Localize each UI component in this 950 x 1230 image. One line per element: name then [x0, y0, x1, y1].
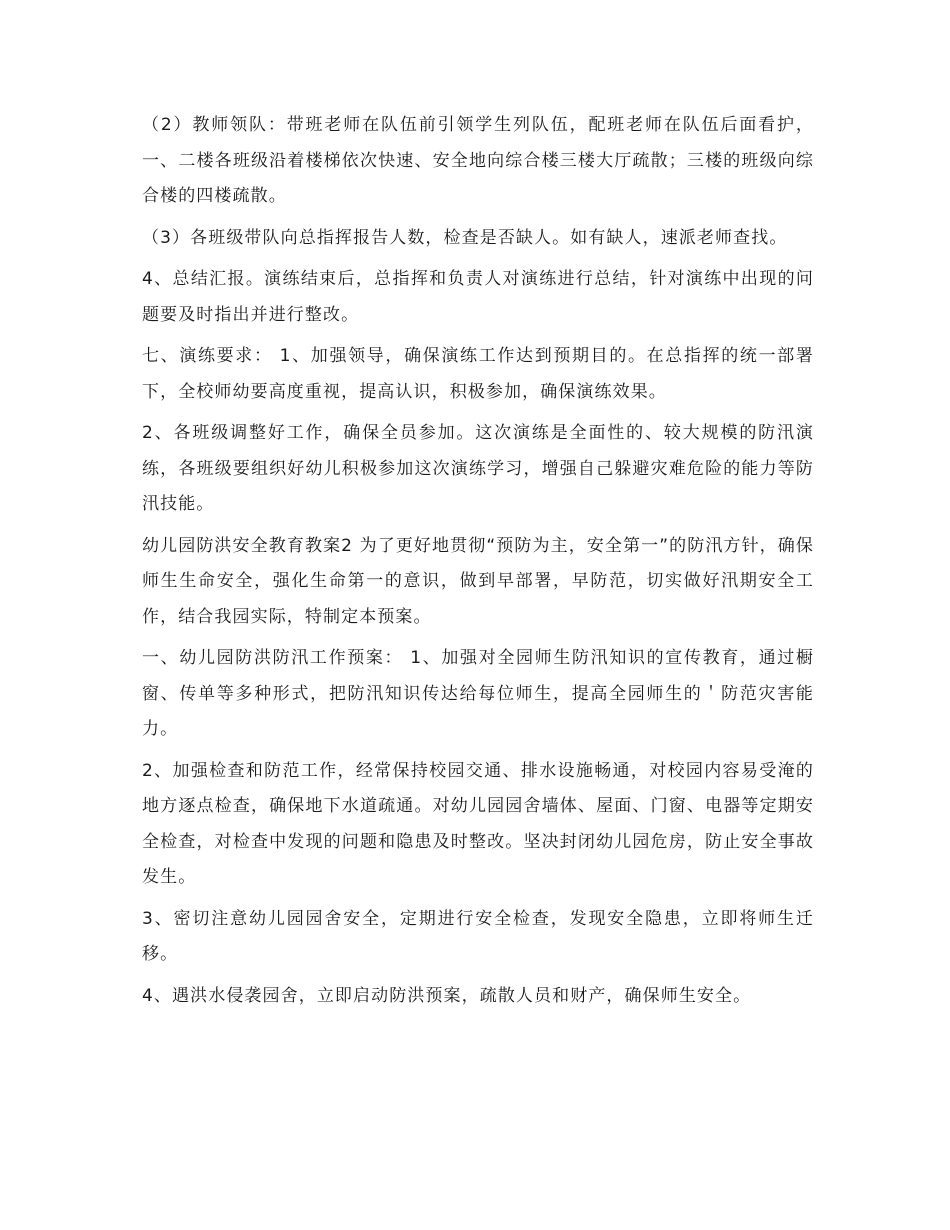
paragraph-lesson-plan-2-intro: 幼儿园防洪安全教育教案2 为了更好地贯彻“预防为主，安全第一”的防汛方针，确保师生生命安全，强化生命第一的意识，做到早部署，早防范，切实做好汛期安全工作，结合我园实际，特制定本预案。: [142, 535, 814, 627]
paragraph-flood-plan-2: 2、加强检查和防范工作，经常保持校园交通、排水设施畅通，对校园内容易受淹的地方逐点检查，确保地下水道疏通。对幼儿园园舍墙体、屋面、门窗、电器等定期安全检查，对检查中发现的问题和隐患及时整改。坚决封闭幼儿园危房，防止安全事故发生。: [142, 760, 814, 887]
paragraph-teacher-lead: （2）教师领队：带班老师在队伍前引领学生列队伍，配班老师在队伍后面看护，一、二楼各班级沿着楼梯依次快速、安全地向综合楼三楼大厅疏散；三楼的班级向综合楼的四楼疏散。: [142, 115, 814, 206]
paragraph-drill-requirements: 七、演练要求： 1、加强领导，确保演练工作达到预期目的。在总指挥的统一部署下，全校师幼要高度重视，提高认识，积极参加，确保演练效果。: [142, 346, 814, 402]
paragraph-summary-report: 4、总结汇报。演练结束后，总指挥和负责人对演练进行总结，针对演练中出现的问题要及时指出并进行整改。: [142, 269, 814, 325]
paragraph-flood-plan-1: 一、幼儿园防洪防汛工作预案： 1、加强对全园师生防汛知识的宣传教育，通过橱窗、传单等多种形式，把防汛知识传达给每位师生，提高全园师生的＇防范灾害能力。: [142, 648, 814, 739]
paragraph-report-headcount: （3）各班级带队向总指挥报告人数，检查是否缺人。如有缺人，速派老师查找。: [142, 227, 788, 248]
paragraph-flood-plan-4: 4、遇洪水侵袭园舍，立即启动防洪预案，疏散人员和财产，确保师生安全。: [142, 985, 752, 1006]
document-body: [142, 108, 814, 1020]
paragraph-class-adjustment: 2、各班级调整好工作，确保全员参加。这次演练是全面性的、较大规模的防汛演练，各班级要组织好幼儿积极参加这次演练学习，增强自己躲避灾难危险的能力等防汛技能。: [142, 423, 814, 514]
paragraph-flood-plan-3: 3、密切注意幼儿园园舍安全，定期进行安全检查，发现安全隐患，立即将师生迁移。: [142, 908, 814, 964]
